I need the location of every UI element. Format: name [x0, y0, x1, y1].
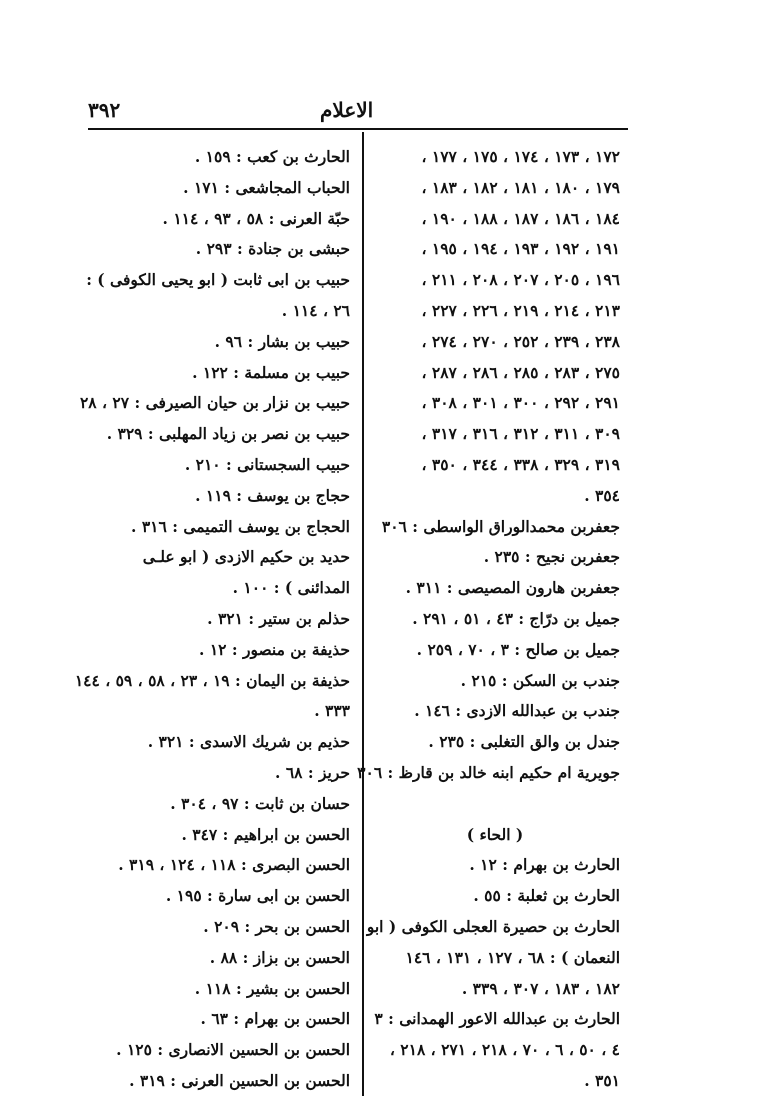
index-line: حذيم بن شريك الاسدى : ٣٢١ . — [147, 732, 350, 752]
index-line: جعفربن نجيح : ٢٣٥ . — [483, 547, 620, 567]
index-line: الحسن بن ابى سارة : ١٩٥ . — [165, 886, 350, 906]
index-line: الحارث بن بهرام : ١٢ . — [469, 855, 620, 875]
index-line: حذيفة بن اليمان : ١٩ ، ٢٣ ، ٥٨ ، ٥٩ ، ١٤٤ — [74, 670, 350, 690]
index-line: حبيب السجستانى : ٢١٠ . — [184, 454, 350, 474]
index-line: الحسن بن بهرام : ٦٣ . — [200, 1009, 350, 1029]
index-column-left — [74, 142, 350, 1097]
index-line: ١٧٢ ، ١٧٣ ، ١٧٤ ، ١٧٥ ، ١٧٧ ، — [421, 147, 620, 166]
index-line: حبيب بن بشار : ٩٦ . — [214, 331, 350, 351]
index-line: ٢١٣ ، ٢١٤ ، ٢١٩ ، ٢٢٦ ، ٢٢٧ ، — [421, 300, 620, 320]
index-line: الحجاج بن يوسف التميمى : ٣١٦ . — [131, 516, 350, 536]
index-line: حجاج بن يوسف : ١١٩ . — [195, 485, 350, 505]
section-heading: ( الحاء ) — [466, 824, 524, 844]
index-line: ٤ ، ٥٠ ، ٦ ، ٧٠ ، ٢١٨ ، ٢٧١ ، ٢١٨ ، — [389, 1040, 620, 1060]
index-line: جندل بن والق التغلبى : ٢٣٥ . — [428, 732, 620, 752]
index-line: الحسن بن الحسين العرنى : ٣١٩ . — [129, 1070, 350, 1090]
index-line: ١٧٩ ، ١٨٠ ، ١٨١ ، ١٨٢ ، ١٨٣ ، — [421, 177, 620, 197]
index-line: الحسن البصرى : ١١٨ ، ١٢٤ ، ٣١٩ . — [118, 855, 350, 875]
index-line: جعفربن محمدالوراق الواسطى : ٣٠٦ — [381, 516, 620, 536]
index-line: حريز : ٦٨ . — [275, 762, 350, 782]
index-line: ٣٠٩ ، ٣١١ ، ٣١٢ ، ٣١٦ ، ٣١٧ ، — [421, 424, 620, 444]
index-line: المدائنى ) : ١٠٠ . — [232, 578, 350, 598]
index-line: ١٩٦ ، ٢٠٥ ، ٢٠٧ ، ٢٠٨ ، ٢١١ ، — [421, 270, 620, 290]
index-line: حبيب بن ابى ثابت ( ابو يحيى الكوفى ) : — [86, 270, 350, 290]
index-line: ٢٣٨ ، ٢٣٩ ، ٢٥٢ ، ٢٧٠ ، ٢٧٤ ، — [421, 331, 620, 351]
index-line: ٢٧٥ ، ٢٨٣ ، ٢٨٥ ، ٢٨٦ ، ٢٨٧ ، — [421, 362, 620, 382]
header-rule — [88, 128, 628, 130]
index-line: جميل بن درّاج : ٤٣ ، ٥١ ، ٢٩١ . — [412, 608, 620, 628]
index-line: حذيفة بن منصور : ١٢ . — [199, 639, 350, 659]
index-line: الحسن بن بحر : ٢٠٩ . — [203, 916, 350, 936]
index-line: الحسن بن ابراهيم : ٣٤٧ . — [181, 824, 350, 844]
index-line: جويرية ام حكيم ابنه خالد بن قارظ : ٣٠٦ — [357, 762, 620, 782]
index-line: ٣٣٣ . — [314, 701, 350, 721]
index-line: جعفربن هارون المصيصى : ٣١١ . — [405, 578, 620, 598]
index-line: جندب بن السكن : ٢١٥ . — [460, 670, 620, 690]
index-line: حبيب بن نزار بن حيان الصيرفى : ٢٧ ، ٢٨ — [79, 393, 350, 413]
index-line: حسان بن ثابت : ٩٧ ، ٣٠٤ . — [170, 793, 350, 813]
index-column-right — [357, 142, 620, 1097]
index-line: النعمان ) : ٦٨ ، ١٢٧ ، ١٣١ ، ١٤٦ — [405, 947, 620, 967]
index-line: ٣٥٤ . — [584, 485, 620, 505]
index-line: حبشى بن جنادة : ٢٩٣ . — [195, 239, 350, 259]
index-line: ٢٩١ ، ٢٩٢ ، ٣٠٠ ، ٣٠١ ، ٣٠٨ ، — [421, 393, 620, 413]
index-line: ١٨٤ ، ١٨٦ ، ١٨٧ ، ١٨٨ ، ١٩٠ ، — [421, 208, 620, 228]
index-line: جندب بن عبدالله الازدى : ١٤٦ . — [414, 701, 620, 721]
index-line: حبيب بن مسلمة : ١٢٢ . — [192, 362, 350, 382]
index-line: ١٨٢ ، ١٨٣ ، ٣٠٧ ، ٣٣٩ . — [461, 978, 620, 998]
index-line: الحارث بن عبدالله الاعور الهمدانى : ٣ — [374, 1009, 620, 1029]
index-line: حبيب بن نصر بن زياد المهلبى : ٣٢٩ . — [106, 424, 350, 444]
index-line: ٣١٩ ، ٣٢٩ ، ٣٣٨ ، ٣٤٤ ، ٣٥٠ ، — [421, 454, 620, 474]
page-header — [88, 98, 628, 128]
index-line: ٢٦ ، ١١٤ . — [281, 300, 350, 320]
index-line: الحسن بن الحسين الانصارى : ١٢٥ . — [116, 1040, 350, 1060]
index-line: الحباب المجاشعى : ١٧١ . — [183, 177, 350, 197]
index-line — [370, 789, 620, 820]
index-line: الحارث بن ثعلبة : ٥٥ . — [473, 886, 620, 906]
index-line: ١٩١ ، ١٩٢ ، ١٩٣ ، ١٩٤ ، ١٩٥ ، — [421, 239, 620, 259]
index-line: الحسن بن بشير : ١١٨ . — [194, 978, 350, 998]
page-number: ٣٩٢ — [88, 98, 121, 122]
index-line: الحسن بن بزاز : ٨٨ . — [209, 947, 350, 967]
index-line: حديد بن حكيم الازدى ( ابو علـى — [142, 547, 350, 567]
index-line: الحارث بن كعب : ١٥٩ . — [194, 147, 350, 166]
index-line: حبّة العرنى : ٥٨ ، ٩٣ ، ١١٤ . — [162, 208, 350, 228]
index-line: حذلم بن ستير : ٣٢١ . — [207, 608, 350, 628]
index-line: جميل بن صالح : ٣ ، ٧٠ ، ٢٥٩ . — [416, 639, 620, 659]
index-line: ٣٥١ . — [584, 1070, 620, 1090]
index-line: الحارث بن حصيرة العجلى الكوفى ( ابو — [366, 916, 620, 936]
running-title: الاعلام — [320, 98, 374, 122]
column-divider — [362, 132, 364, 1096]
